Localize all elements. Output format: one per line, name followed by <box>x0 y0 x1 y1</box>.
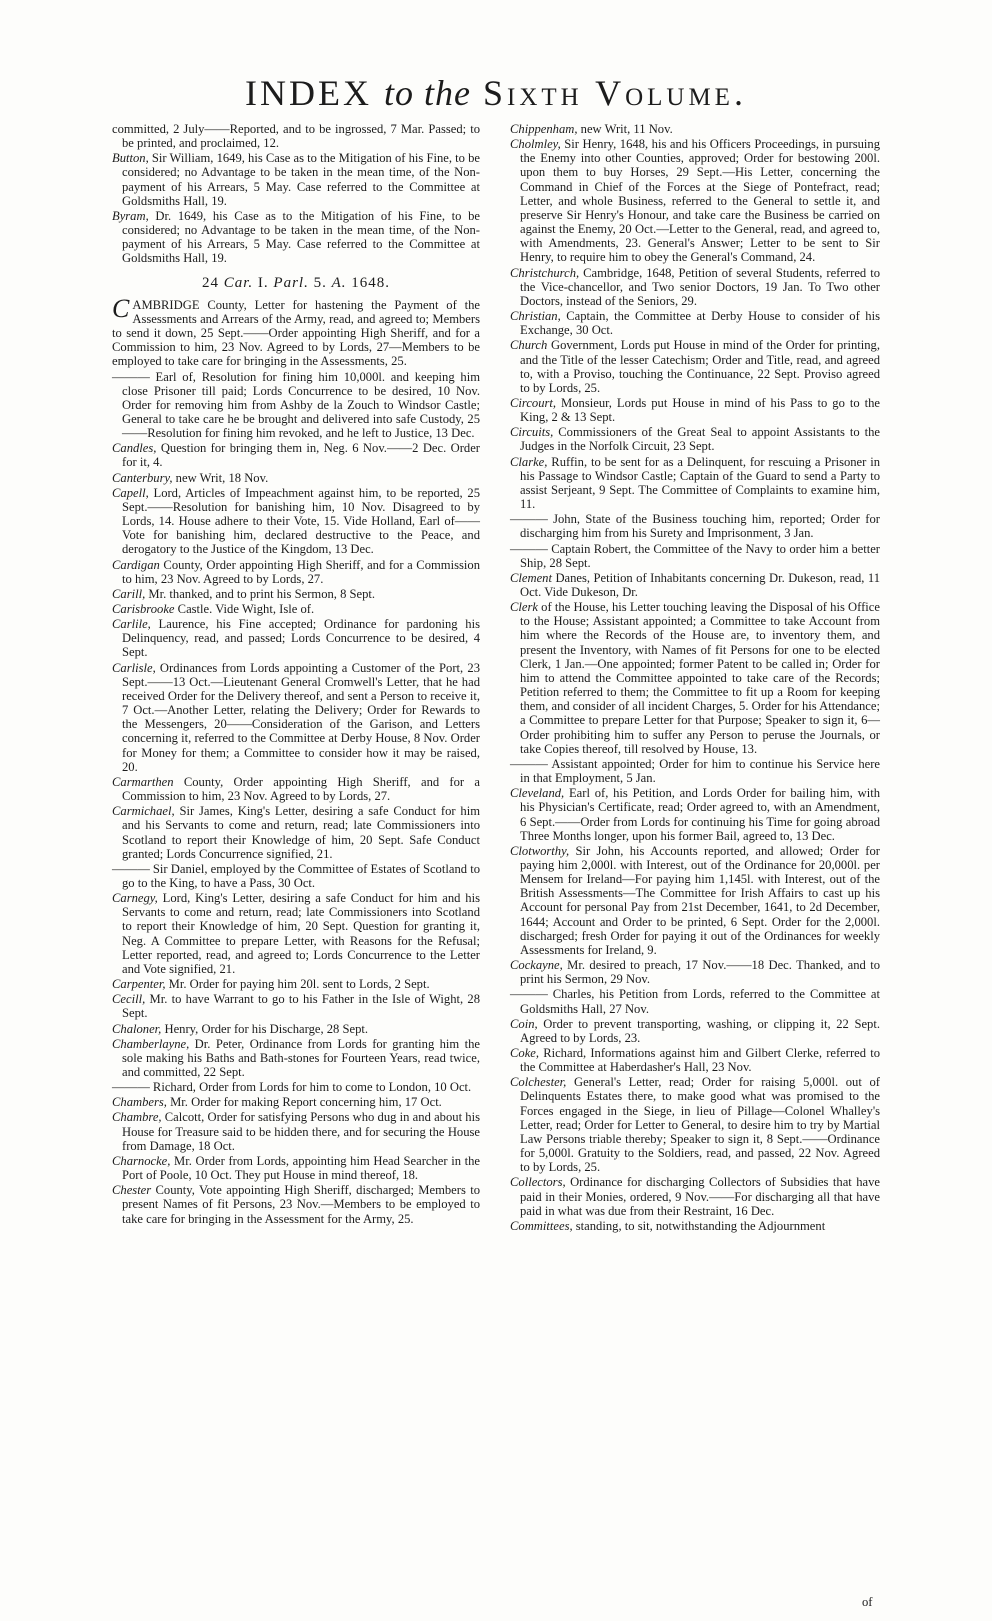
index-entry <box>510 958 880 986</box>
entry-text: new Writ, 18 Nov. <box>172 470 269 485</box>
index-entry <box>112 1154 480 1182</box>
index-entry <box>112 370 480 441</box>
index-entry <box>112 992 480 1020</box>
index-entry <box>510 338 880 395</box>
entry-headword: Chaloner, <box>112 1021 162 1036</box>
index-entry <box>112 804 480 861</box>
first-entry <box>112 293 480 369</box>
entry-headword: Committees, <box>510 1218 573 1233</box>
index-entry <box>112 661 480 774</box>
entry-text: General's Letter, read; Order for raising 5,000l. out of Delinquents Estates there, to make good what was promised to the Forces engaged in the Siege, in lieu of Pillage—Colonel Whalley's Letter, read; Order for Letter to General, to desire him to try by Martial Law Persons triable thereby; Speaker to sign it, 8 Sept.——Ordinance for 5,000l. Gratuity to the Soldiers, read, and passed, 22 Nov. Agreed to by Lords, 25. <box>520 1075 880 1175</box>
index-entry <box>510 1017 880 1045</box>
section-text: I. <box>253 274 274 291</box>
entry-headword: Circourt, <box>510 395 557 410</box>
index-entry <box>510 266 880 308</box>
entry-headword: Cleveland, <box>510 786 565 801</box>
index-entry <box>112 977 480 991</box>
entry-text: Mr. thanked, and to print his Sermon, 8 Sept. <box>145 586 376 601</box>
header-volume: Sixth Volume. <box>483 73 747 113</box>
entry-headword: Christchurch, <box>510 265 580 280</box>
entry-headword: Coke, <box>510 1046 540 1060</box>
page-header <box>0 72 992 114</box>
entry-text: Cambridge, 1648, Petition of several Students, referred to the Vice-chancellor, and Two senior Doctors, 19 Jan. To Two other Doctors, instead of the Seniors, 29. <box>520 265 880 308</box>
left-entries <box>112 370 480 1226</box>
section-text: Car. <box>223 274 254 291</box>
header-to-the: to the <box>384 73 471 113</box>
index-entry <box>510 844 880 957</box>
right-entries <box>510 122 880 1233</box>
index-entry <box>510 600 880 756</box>
entry-headword: Collectors, <box>510 1175 566 1190</box>
section-text: 1648. <box>346 274 391 291</box>
index-entry <box>112 587 480 601</box>
index-entry <box>112 602 480 616</box>
entry-text: County, Order appointing High Sheriff, and for a Commission to him, 23 Nov. Agreed to by Lords, 27. <box>122 774 480 804</box>
entry-text: Order to prevent transporting, washing, or clipping it, 22 Sept. Agreed to by Lords, 23. <box>520 1016 880 1045</box>
index-entry <box>112 151 480 208</box>
entry-text: Mr. Order from Lords, appointing him Head Searcher in the Port of Poole, 10 Oct. They put House in mind thereof, 18. <box>122 1153 480 1183</box>
entry-text: Captain, the Committee at Derby House to consider of his Exchange, 30 Oct. <box>520 309 880 338</box>
entry-text: Dr. 1649, his Case as to the Mitigation of his Fine, to be considered; no Advantage to be taken in the mean time, of the Non-payment of his Arrears, 5 May. Case referred to the Committee at Goldsmiths Hall, 19. <box>122 208 480 266</box>
entry-headword: Circuits, <box>510 425 554 440</box>
index-entry <box>510 757 880 785</box>
entry-text: County, Vote appointing High Sheriff, discharged; Members to present Names of fit Persons, 23 Nov.—Members to be employed to take care for bringing in the Assessment for the Army, 25. <box>122 1183 480 1226</box>
entry-text: ——— Charles, his Petition from Lords, referred to the Committee at Goldsmiths Hall, 27 Nov. <box>510 987 880 1016</box>
entry-headword: Chippenham, <box>510 122 578 136</box>
section-text: Parl. <box>273 274 309 291</box>
entry-headword: Cecill, <box>112 992 146 1007</box>
entry-text: Ordinances from Lords appointing a Customer of the Port, 23 Sept.——13 Oct.—Lieutenant General Cromwell's Letter, that he had received Order for the Delivery thereof, and sent a Person to receive it, 7 Oct.—Another Letter, relating the Delivery; Order for Rewards to the Messengers, 20——Consideration of the Garison, and Letters concerning it, referred to the Committee at Derby House, 8 Nov. Order for Money for them; a Committee to consider how it may be raised, 20. <box>122 660 480 774</box>
drop-cap: C <box>112 293 130 323</box>
entry-text: Laurence, his Fine accepted; Ordinance for pardoning his Delinquency, read, and passed; Lords Concurrence to be desired, 4 Sept. <box>122 617 480 660</box>
entry-text: ——— Earl of, Resolution for fining him 10,000l. and keeping him close Prisoner till paid; Lords Concurrence to be desired, 10 Nov. Order for removing him from Ashby de la Zouch to Windsor Castle; General to take care he be brought and delivered into safe Custody, 25——Resolution for fining him revoked, and he left to Justice, 13 Dec. <box>112 369 480 441</box>
index-entry <box>510 571 880 599</box>
entry-text: Mr. desired to preach, 17 Nov.——18 Dec. Thanked, and to print his Sermon, 29 Nov. <box>520 958 880 987</box>
index-entry <box>112 471 480 485</box>
index-entry <box>510 1219 880 1233</box>
right-column <box>510 122 880 1234</box>
entry-headword: Carill, <box>112 586 146 601</box>
index-entry <box>510 512 880 540</box>
entry-text: Calcott, Order for satisfying Persons who dug in and about his House for Treasure said to be hidden there, and for securing the House from Damage, 18 Oct. <box>122 1110 480 1153</box>
entry-text: Mr. Order for paying him 20l. sent to Lords, 2 Sept. <box>165 977 430 992</box>
index-entry <box>112 1037 480 1079</box>
entry-headword: Chamberlayne, <box>112 1036 190 1051</box>
entry-text: Sir Henry, 1648, his and his Officers Proceedings, in pursuing the Enemy into other Counties, approved; Order for bestowing 200l. upon them to buy Horses, 29 Sept.—His Letter, concerning the Command in Chief of the Forces at the Siege of Pontefract, read; Letter, and whole Business, referred to the General to settle it, and preserve Sir Henry's Honour, and take care the Business be carried on against the Enemy, 20 Oct.—Letter to the General, read, and agreed to, with Amendments, 23. General's Answer; Letter to be sent to Sir Henry, to require him to obey the General's Command, 24. <box>520 137 880 265</box>
entry-headword: Chambers, <box>112 1095 167 1110</box>
index-entry <box>112 1095 480 1109</box>
entry-headword: Church <box>510 338 548 353</box>
section-text: 5. <box>308 274 332 291</box>
index-entry <box>510 396 880 424</box>
entry-headword: Carpenter, <box>112 977 166 992</box>
index-entry <box>112 441 480 469</box>
section-heading <box>112 276 480 290</box>
left-pre-entries <box>112 122 480 266</box>
entry-text: ——— Captain Robert, the Committee of the Navy to order him a better Ship, 28 Sept. <box>510 541 880 570</box>
entry-text: Henry, Order for his Discharge, 28 Sept. <box>161 1021 369 1036</box>
index-entry <box>510 542 880 570</box>
index-entry <box>112 1080 480 1094</box>
index-entry <box>112 486 480 557</box>
header-index: INDEX <box>245 73 373 113</box>
entry-text: Castle. Vide Wight, Isle of. <box>174 602 315 616</box>
index-entry <box>112 1110 480 1152</box>
index-entry <box>510 309 880 337</box>
index-entry <box>112 775 480 803</box>
entry-text: ——— John, State of the Business touching him, reported; Order for discharging him from his Surety and Imprisonment, 3 Jan. <box>510 512 880 541</box>
entry-text: Lord, Articles of Impeachment against him, to be reported, 25 Sept.——Resolution for banishing him, 10 Nov. Disagreed to by Lords, 14. House adhere to their Vote, 15. Vide Holland, Earl of——Vote for banishing him, declared destructive to the Peace, and derogatory to the Justice of the Kingdom, 13 Dec. <box>122 485 480 557</box>
index-entry <box>510 987 880 1015</box>
index-entry <box>112 1022 480 1036</box>
section-text: 24 <box>201 274 224 291</box>
entry-headword: Charnocke, <box>112 1153 171 1168</box>
index-entry <box>510 455 880 512</box>
entry-text: Mr. to have Warrant to go to his Father in the Isle of Wight, 28 Sept. <box>122 992 480 1021</box>
left-column <box>112 122 480 1227</box>
entry-headword: Carmarthen <box>112 774 174 789</box>
entry-text: Dr. Peter, Ordinance from Lords for granting him the sole making his Baths and Bath-stones for Fourteen Years, read twice, and committed, 22 Sept. <box>122 1036 480 1079</box>
entry-headword: Carisbrooke <box>112 602 175 616</box>
index-entry <box>510 122 880 136</box>
index-entry <box>510 137 880 264</box>
index-entry <box>510 1175 880 1217</box>
entry-headword: Clement <box>510 570 552 585</box>
first-entry-text: AMBRIDGE County, Letter for hastening the Payment of the Assessments and Arrears of the Army, read, and agreed to; Members to send it down, 25 Sept.——Order appointing High Sheriff, and for a Commission to him, 23 Nov. Agreed to by Lords, 27—Members to be employed to take care for bringing in the Assessments, 25. <box>112 297 480 369</box>
index-entry <box>112 617 480 659</box>
entry-text: ——— Assistant appointed; Order for him to continue his Service here in that Employment, 5 Jan. <box>510 756 880 786</box>
entry-headword: Clotworthy, <box>510 843 570 858</box>
entry-text: Monsieur, Lords put House in mind of his Pass to go to the King, 2 & 13 Sept. <box>520 395 880 425</box>
index-entry <box>510 1075 880 1174</box>
entry-text: Commissioners of the Great Seal to appoint Assistants to the Judges in the Norfolk Circuit, 23 Sept. <box>520 425 880 454</box>
entry-headword: Carmichael, <box>112 804 175 819</box>
entry-headword: Cholmley, <box>510 137 561 152</box>
entry-headword: Carlile, <box>112 617 151 632</box>
entry-headword: Chambre, <box>112 1110 162 1125</box>
entry-headword: Chester <box>112 1183 152 1198</box>
entry-headword: Clarke, <box>510 454 548 469</box>
entry-headword: Christian, <box>510 309 561 324</box>
entry-headword: Clerk <box>510 600 538 615</box>
entry-text: Sir James, King's Letter, desiring a safe Conduct for him and his Servants to come and return, read; late Commissioners into Scotland to report their Knowledge of him, 20 Sept. Safe Conduct granted; Lords Concurrence signified, 21. <box>122 804 480 861</box>
index-entry <box>510 425 880 453</box>
index-entry <box>510 1046 880 1074</box>
section-text: A. <box>331 274 347 291</box>
index-entry <box>112 558 480 586</box>
entry-text: Sir John, his Accounts reported, and allowed; Order for paying him 2,000l. with Interest, out of the Ordinance for 20,000l. per Mensem for Ireland—For paying him 1,145l. with Interest, out of the British Assessments—The Committee for Irish Affairs to cast up his Account for personal Pay from 21st December, 1641, to 2d December, 1644; Account and Order to be printed, 6 Sept. Order for the 2,000l. discharged; fresh Order for paying it out of the Ordinances for weekly Assessments for Ireland, 9. <box>520 843 880 957</box>
entry-headword: Candles, <box>112 441 157 456</box>
entry-text: Sir William, 1649, his Case as to the Mitigation of his Fine, to be considered; no Advantage to be taken in the mean time, of the Non-payment of his Arrears, 5 May. Case referred to the Committee at Goldsmiths Hall, 19. <box>122 151 480 208</box>
entry-text: ——— Richard, Order from Lords for him to come to London, 10 Oct. <box>112 1080 472 1095</box>
entry-headword: Coin, <box>510 1016 538 1031</box>
entry-headword: Byram, <box>112 208 149 223</box>
entry-text: of the House, his Letter touching leaving the Disposal of his Office to the House; Assistant appointed; a Committee to take Account from him where the Records of the House are, to inventory them, and present the Inventory, with Names of fit Persons for one to be elected Clerk, 1 Jan.—One appointed; former Patent to be called in; Order for him to attend the Committee appointed to take care of the Records; Petition referred to them; the Committee to fit up a Room for keeping them, and consider of all incident Charges, 5. Order for his Attendance; a Committee to prepare Letter for that Purpose; Speaker to sign it, 6—Order prohibiting him to suffer any Person to peruse the Journals, or take Copies thereof, till resolved by House, 13. <box>520 600 880 756</box>
entry-text: Earl of, his Petition, and Lords Order for bailing him, with his Physician's Certificate, read; Order agreed to, with an Amendment, 6 Sept.——Order from Lords for continuing his Time for going abroad Three Months longer, upon his former Bail, agreed to, 13 Dec. <box>520 786 880 843</box>
entry-headword: Capell, <box>112 485 149 500</box>
entry-text: Government, Lords put House in mind of the Order for printing, and the Title of the lesser Catechism; Order and Title, read, and agreed to, with a Proviso, touching the Continuance, 22 Sept. Proviso agreed to by Lords, 25. <box>520 338 880 395</box>
index-entry <box>112 1183 480 1225</box>
entry-text: committed, 2 July——Reported, and to be ingrossed, 7 Mar. Passed; to be printed, and proclaimed, 12. <box>112 122 480 151</box>
entry-text: Mr. Order for making Report concerning him, 17 Oct. <box>166 1095 442 1110</box>
index-entry <box>112 862 480 890</box>
index-entry <box>510 786 880 843</box>
entry-text: Richard, Informations against him and Gilbert Clerke, referred to the Committee at Haberdasher's Hall, 23 Nov. <box>520 1046 880 1075</box>
entry-headword: Canterbury, <box>112 470 173 485</box>
entry-text: County, Order appointing High Sheriff, and for a Commission to him, 23 Nov. Agreed to by Lords, 27. <box>122 557 480 586</box>
catchword: of <box>862 1595 873 1609</box>
index-entry <box>112 891 480 976</box>
index-entry <box>112 209 480 266</box>
entry-headword: Colchester, <box>510 1075 567 1090</box>
entry-text: ——— Sir Daniel, employed by the Committee of Estates of Scotland to go to the King, to have a Pass, 30 Oct. <box>112 861 480 890</box>
entry-text: Question for bringing them in, Neg. 6 Nov.——2 Dec. Order for it, 4. <box>122 441 480 470</box>
entry-text: Ruffin, to be sent for as a Delinquent, for rescuing a Prisoner in his Passage to Windsor Castle; Captain of the Guard to send a Party to assist Serjeant, 9 Sept. The Committee of Complaints to examine him, 11. <box>520 454 880 512</box>
entry-text: Lord, King's Letter, desiring a safe Conduct for him and his Servants to come and return, read; late Commissioners into Scotland to report their Knowledge of him, 20 Sept. Question for granting it, Neg. A Committee to prepare Letter, with Reasons for the Refusal; Letter reported, read, and agreed to; Lords Concurrence to the Letter and Vote signified, 21. <box>122 891 480 976</box>
entry-headword: Cockayne, <box>510 958 563 973</box>
entry-text: Danes, Petition of Inhabitants concerning Dr. Dukeson, read, 11 Oct. Vide Dukeson, Dr. <box>520 570 880 599</box>
entry-text: standing, to sit, notwithstanding the Adjournment <box>572 1218 826 1233</box>
entry-headword: Carnegy, <box>112 891 158 906</box>
entry-headword: Button, <box>112 151 149 166</box>
index-entry <box>112 122 480 150</box>
entry-text: new Writ, 11 Nov. <box>577 122 673 136</box>
entry-headword: Cardigan <box>112 557 160 572</box>
entry-text: Ordinance for discharging Collectors of Subsidies that have paid in their Monies, ordered, 9 Nov.——For discharging all that have paid in what was due from their Restraint, 16 Dec. <box>520 1175 880 1218</box>
entry-headword: Carlisle, <box>112 660 156 675</box>
